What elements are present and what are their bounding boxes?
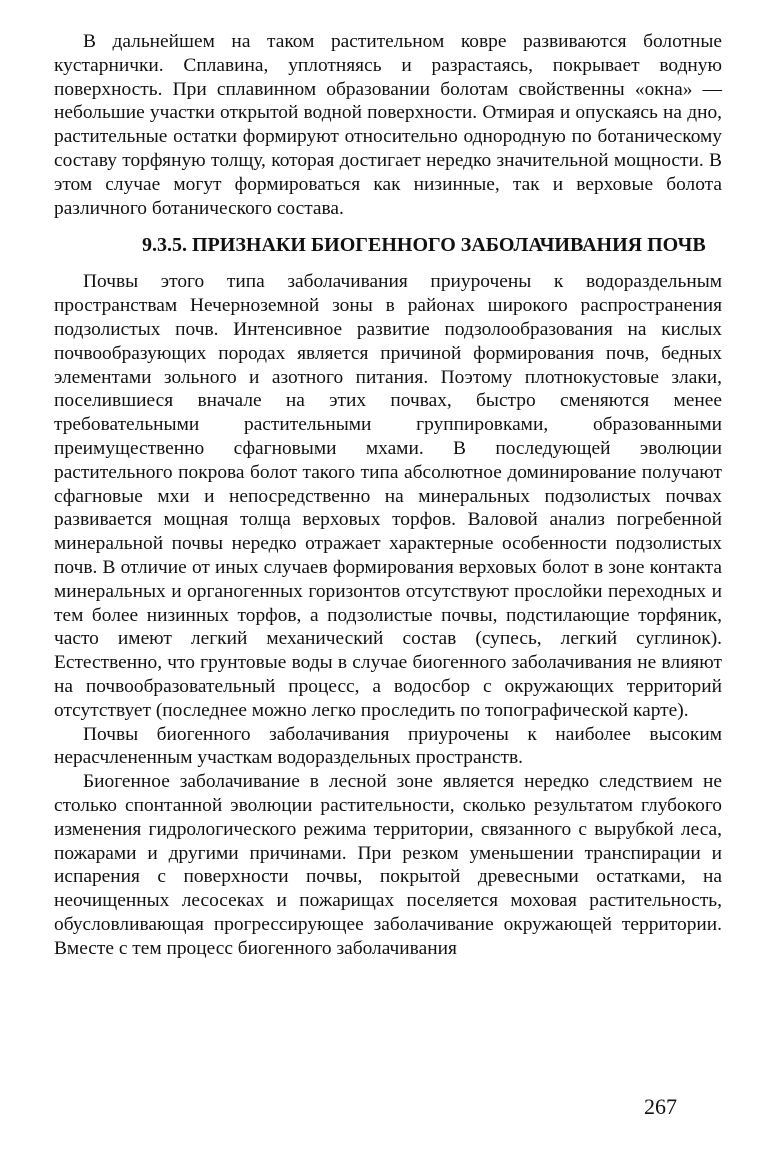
- paragraph-1: Почвы этого типа заболачивания приурочены к водораздельным пространствам Нечерноземной зоны в районах широкого распространения подзолистых почв. Интенсивное развитие подзолообразования на кислых почвообразующих породах является причиной формирования почв, бедных элементами зольного и азотного питания. Поэтому плотнокустовые злаки, поселившиеся вначале на этих почвах, быстро сменяются менее требовательными растительными группировками, образованными преимущественно сфагновыми мхами. В последующей эволюции растительного покрова болот такого типа абсолютное доминирование получают сфагновые мхи и непосредственно на минеральных подзолистых почвах развивается мощная толща верховых торфов. Валовой анализ погребенной минеральной почвы нередко отражает характерные особенности подзолистых почв. В отличие от иных случаев формирования верховых болот в зоне контакта минеральных и органогенных горизонтов отсутствуют прослойки переходных и тем более низинных торфов, а подзолистые почвы, подстилающие торфяник, часто имеют легкий механический состав (супесь, легкий суглинок). Естественно, что грунтовые воды в случае биогенного заболачивания не влияют на почвообразовательный процесс, а водосбор с окружающих территорий отсутствует (последнее можно легко проследить по топографической карте).: [54, 271, 722, 721]
- page-body: [54, 30, 722, 960]
- section-heading: 9.3.5. ПРИЗНАКИ БИОГЕННОГО ЗАБОЛАЧИВАНИЯ ПОЧВ: [142, 234, 706, 257]
- paragraph-3: Биогенное заболачивание в лесной зоне является нередко следствием не столько спонтанной эволюции растительности, сколько результатом глубокого изменения гидрологического режима территории, связанного с вырубкой леса, пожарами и другими причинами. При резком уменьшении транспирации и испарения с поверхности почвы, покрытой древесными остатками, на неочищенных лесосеках и пожарищах поселяется моховая растительность, обусловливающая прогрессирующее заболачивание окружающей территории. Вместе с тем процесс биогенного заболачивания: [54, 771, 722, 959]
- paragraph-2: Почвы биогенного заболачивания приурочены к наиболее высоким нерасчлененным участкам водораздельных пространств.: [54, 723, 722, 769]
- page-number: 267: [644, 1094, 677, 1119]
- paragraph-intro: В дальнейшем на таком растительном ковре развиваются болотные кустарнички. Сплавина, уплотняясь и разрастаясь, покрывает водную поверхность. При сплавинном образовании болотам свойственны «окна» — небольшие участки открытой водной поверхности. Отмирая и опускаясь на дно, растительные остатки формируют относительно однородную по ботаническому составу торфяную толщу, которая достигает нередко значительной мощности. В этом случае могут формироваться как низинные, так и верховые болота различного ботанического состава.: [54, 31, 722, 219]
